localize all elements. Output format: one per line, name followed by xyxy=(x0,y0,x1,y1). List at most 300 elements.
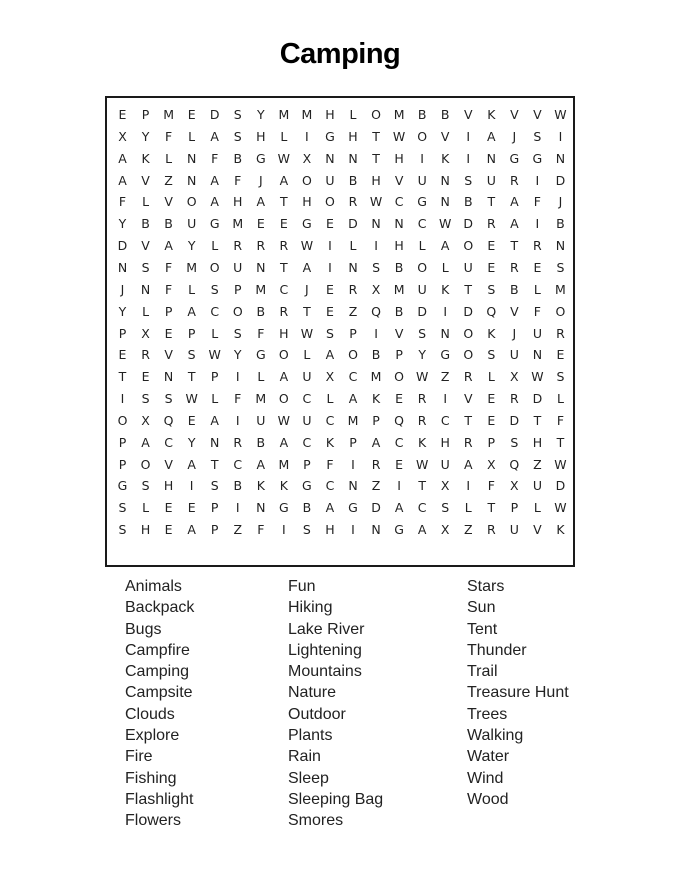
grid-letter: A xyxy=(118,150,127,166)
grid-letter: X xyxy=(487,456,496,472)
grid-letter: T xyxy=(372,128,380,144)
grid-row xyxy=(107,301,573,323)
grid-letter: R xyxy=(417,391,427,407)
grid-letter: D xyxy=(555,172,566,188)
grid-letter: O xyxy=(371,107,381,122)
grid-letter: U xyxy=(233,259,243,275)
grid-letter: A xyxy=(279,369,289,385)
grid-letter: G xyxy=(255,150,266,166)
grid-letter: O xyxy=(186,194,197,210)
grid-letter: J xyxy=(305,281,309,297)
grid-letter: A xyxy=(210,172,219,188)
grid-letter: V xyxy=(141,238,150,254)
grid-letter: A xyxy=(141,434,150,450)
grid-letter: F xyxy=(257,522,265,538)
grid-letter: G xyxy=(532,150,543,166)
grid-letter: Z xyxy=(348,303,358,319)
grid-letter: O xyxy=(117,412,128,428)
grid-letter: M xyxy=(255,281,267,297)
grid-letter: L xyxy=(188,281,196,297)
grid-letter: O xyxy=(417,128,428,144)
grid-letter: B xyxy=(556,216,565,232)
grid-letter: K xyxy=(256,478,265,494)
grid-letter: X xyxy=(302,150,312,166)
grid-letter: F xyxy=(257,325,265,341)
grid-letter: E xyxy=(487,259,496,275)
grid-letter: A xyxy=(187,456,196,472)
word-list-item: Campfire xyxy=(125,641,190,659)
grid-letter: A xyxy=(279,172,289,188)
grid-letter: S xyxy=(210,478,219,494)
grid-letter: J xyxy=(512,325,517,341)
grid-letter: L xyxy=(303,347,311,363)
grid-letter: P xyxy=(303,456,311,472)
word-list-item: Plants xyxy=(288,727,333,745)
grid-letter: C xyxy=(348,369,358,385)
grid-letter: M xyxy=(232,216,244,232)
grid-letter: P xyxy=(210,500,219,516)
grid-letter: D xyxy=(371,500,381,516)
grid-letter: L xyxy=(349,107,357,122)
grid-letter: I xyxy=(443,391,448,407)
grid-letter: Y xyxy=(118,216,127,232)
grid-letter: E xyxy=(164,500,173,516)
grid-letter: F xyxy=(533,303,541,319)
grid-letter: H xyxy=(440,434,450,450)
grid-letter: M xyxy=(278,456,290,472)
grid-letter: O xyxy=(555,303,566,319)
grid-letter: R xyxy=(486,216,496,232)
grid-letter: V xyxy=(164,194,173,210)
grid-letter: A xyxy=(256,194,266,210)
grid-letter: O xyxy=(463,347,474,363)
letter-grid xyxy=(105,96,575,567)
grid-letter: E xyxy=(556,347,565,363)
grid-letter: H xyxy=(233,194,243,210)
grid-letter: A xyxy=(487,128,496,144)
grid-letter: U xyxy=(532,478,542,494)
grid-letter: L xyxy=(165,150,173,166)
grid-letter: D xyxy=(555,478,566,494)
grid-letter: A xyxy=(394,500,404,516)
word-list-item: Hiking xyxy=(288,599,333,617)
grid-letter: O xyxy=(394,369,405,385)
grid-letter: F xyxy=(164,259,173,275)
grid-letter: K xyxy=(418,434,427,450)
grid-letter: Y xyxy=(233,347,242,363)
grid-letter: P xyxy=(349,434,357,450)
grid-letter: O xyxy=(140,456,151,472)
grid-letter: K xyxy=(279,478,288,494)
grid-letter: S xyxy=(533,128,542,144)
grid-letter: I xyxy=(189,478,194,494)
grid-letter: S xyxy=(210,281,219,297)
grid-letter: Y xyxy=(187,238,196,254)
grid-letter: H xyxy=(325,107,335,122)
word-list-item: Water xyxy=(467,748,510,766)
grid-letter: L xyxy=(418,238,426,254)
grid-letter: O xyxy=(348,347,358,363)
grid-letter: H xyxy=(140,522,151,538)
grid-letter: I xyxy=(282,522,286,538)
word-list-item: Outdoor xyxy=(288,705,346,723)
grid-letter: U xyxy=(486,172,496,188)
grid-letter: H xyxy=(371,172,381,188)
grid-letter: W xyxy=(415,456,429,472)
grid-letter: V xyxy=(510,107,519,122)
grid-letter: F xyxy=(326,456,334,472)
grid-letter: C xyxy=(417,500,427,516)
grid-letter: B xyxy=(233,150,243,166)
grid-letter: B xyxy=(463,194,473,210)
grid-letter: F xyxy=(164,128,173,144)
grid-letter: I xyxy=(535,172,540,188)
grid-letter: I xyxy=(535,216,540,232)
grid-letter: R xyxy=(279,238,289,254)
grid-letter: V xyxy=(164,456,173,472)
grid-letter: C xyxy=(233,456,243,472)
grid-letter: U xyxy=(440,456,450,472)
grid-letter: U xyxy=(417,281,427,297)
grid-letter: R xyxy=(348,194,358,210)
grid-letter: W xyxy=(300,238,314,254)
grid-letter: N xyxy=(371,216,381,232)
grid-letter: Y xyxy=(418,347,426,363)
grid-letter: Z xyxy=(164,172,173,188)
grid-letter: E xyxy=(187,412,196,428)
grid-letter: P xyxy=(487,434,496,450)
grid-letter: C xyxy=(417,216,427,232)
word-list-item: Sleeping Bag xyxy=(288,790,384,808)
grid-letter: W xyxy=(554,107,567,122)
grid-letter: D xyxy=(463,303,474,319)
word-list-item: Explore xyxy=(125,727,180,745)
grid-letter: N xyxy=(532,347,543,363)
grid-letter: R xyxy=(233,238,243,254)
grid-letter: L xyxy=(142,194,150,210)
grid-letter: Z xyxy=(233,522,243,538)
grid-letter: E xyxy=(279,216,288,232)
grid-letter: M xyxy=(301,107,313,122)
grid-letter: M xyxy=(370,369,382,385)
grid-row xyxy=(107,323,573,345)
grid-letter: U xyxy=(509,347,519,363)
grid-letter: O xyxy=(209,259,220,275)
grid-letter: X xyxy=(141,412,150,428)
grid-letter: S xyxy=(141,259,150,275)
grid-letter: Y xyxy=(187,434,196,450)
grid-letter: B xyxy=(233,478,243,494)
grid-letter: M xyxy=(347,412,359,428)
word-list-item: Trail xyxy=(467,663,498,681)
grid-letter: P xyxy=(187,325,196,341)
grid-row xyxy=(107,191,573,213)
grid-letter: V xyxy=(394,172,404,188)
grid-letter: D xyxy=(209,107,220,122)
grid-letter: P xyxy=(395,347,403,363)
grid-letter: S xyxy=(372,259,381,275)
grid-row xyxy=(107,410,573,432)
grid-letter: I xyxy=(235,500,240,516)
grid-letter: F xyxy=(211,150,219,166)
grid-letter: A xyxy=(510,216,519,232)
word-list-item: Flashlight xyxy=(125,790,194,808)
grid-letter: E xyxy=(325,216,334,232)
grid-letter: W xyxy=(439,216,452,232)
grid-letter: N xyxy=(140,281,151,297)
grid-letter: D xyxy=(509,412,520,428)
word-column-1 xyxy=(125,576,194,832)
grid-letter: R xyxy=(371,456,381,472)
grid-letter: B xyxy=(417,107,427,122)
grid-letter: S xyxy=(325,325,334,341)
grid-letter: O xyxy=(463,238,474,254)
word-list-item: Animals xyxy=(125,578,182,595)
grid-letter: P xyxy=(349,325,357,341)
grid-letter: W xyxy=(369,194,383,210)
grid-letter: R xyxy=(463,369,473,385)
grid-row xyxy=(107,148,573,170)
word-list-item: Backpack xyxy=(125,599,195,617)
grid-letter: A xyxy=(164,238,173,254)
grid-letter: M xyxy=(163,107,174,122)
word-list-item: Smores xyxy=(288,812,344,830)
grid-row xyxy=(107,235,573,257)
grid-letter: O xyxy=(232,303,243,319)
grid-letter: N xyxy=(186,172,197,188)
grid-letter: A xyxy=(210,412,219,428)
grid-letter: T xyxy=(280,194,288,210)
grid-letter: A xyxy=(118,172,127,188)
grid-letter: T xyxy=(372,150,380,166)
grid-letter: N xyxy=(440,172,450,188)
grid-letter: W xyxy=(277,150,291,166)
word-list xyxy=(125,576,625,846)
grid-letter: J xyxy=(512,128,517,144)
grid-letter: A xyxy=(279,434,289,450)
grid-row xyxy=(107,104,573,126)
grid-row xyxy=(107,279,573,301)
grid-letter: B xyxy=(256,303,266,319)
grid-letter: P xyxy=(118,456,127,472)
grid-letter: R xyxy=(348,281,358,297)
grid-letter: E xyxy=(141,369,150,385)
grid-letter: S xyxy=(118,522,127,538)
grid-letter: G xyxy=(394,522,404,538)
grid-letter: T xyxy=(118,369,127,385)
grid-letter: G xyxy=(325,128,335,144)
grid-letter: A xyxy=(325,347,335,363)
grid-letter: P xyxy=(164,303,173,319)
grid-letter: U xyxy=(509,522,519,538)
grid-letter: V xyxy=(164,347,173,363)
word-list-item: Clouds xyxy=(125,705,175,723)
grid-letter: L xyxy=(188,128,196,144)
grid-letter: B xyxy=(440,107,450,122)
grid-row xyxy=(107,432,573,454)
grid-letter: R xyxy=(510,172,519,188)
grid-letter: G xyxy=(440,347,451,363)
grid-letter: G xyxy=(348,500,358,516)
grid-letter: G xyxy=(302,216,312,232)
grid-letter: L xyxy=(211,391,219,407)
grid-letter: B xyxy=(141,216,150,232)
grid-letter: P xyxy=(118,325,127,341)
grid-letter: O xyxy=(325,194,335,210)
grid-row xyxy=(107,388,573,410)
grid-letter: E xyxy=(325,303,334,319)
grid-letter: H xyxy=(163,478,174,494)
grid-letter: R xyxy=(556,325,565,341)
grid-letter: I xyxy=(466,478,471,494)
grid-letter: A xyxy=(325,500,335,516)
grid-letter: M xyxy=(555,281,566,297)
grid-letter: I xyxy=(305,128,309,144)
grid-letter: H xyxy=(279,325,289,341)
grid-letter: B xyxy=(394,259,404,275)
word-list-item: Rain xyxy=(288,748,321,766)
grid-letter: V xyxy=(463,107,473,122)
word-list-item: Lake River xyxy=(288,620,365,638)
grid-letter: G xyxy=(209,216,220,232)
grid-row xyxy=(107,170,573,192)
grid-letter: M xyxy=(393,107,405,122)
grid-letter: N xyxy=(555,150,566,166)
grid-letter: K xyxy=(487,107,496,122)
grid-letter: C xyxy=(394,434,404,450)
grid-letter: P xyxy=(233,281,242,297)
grid-letter: B xyxy=(348,172,358,188)
grid-letter: T xyxy=(280,259,288,275)
grid-letter: R xyxy=(463,434,473,450)
grid-letter: N xyxy=(486,150,496,166)
grid-letter: S xyxy=(464,172,473,188)
grid-letter: P xyxy=(510,500,519,516)
grid-letter: S xyxy=(487,281,496,297)
grid-letter: K xyxy=(556,522,565,538)
grid-letter: C xyxy=(302,391,312,407)
grid-letter: H xyxy=(325,522,335,538)
grid-letter: L xyxy=(280,128,288,144)
grid-letter: S xyxy=(233,107,242,122)
grid-letter: W xyxy=(208,347,221,363)
word-list-item: Wood xyxy=(467,790,509,808)
grid-letter: I xyxy=(120,391,125,407)
grid-letter: S xyxy=(233,128,242,144)
grid-letter: T xyxy=(487,500,496,516)
grid-letter: P xyxy=(210,369,219,385)
word-list-item: Tent xyxy=(467,620,498,638)
grid-letter: S xyxy=(556,369,565,385)
grid-letter: N xyxy=(210,434,220,450)
grid-letter: W xyxy=(392,128,406,144)
grid-letter: E xyxy=(325,281,334,297)
grid-letter: R xyxy=(279,303,289,319)
grid-letter: N xyxy=(440,194,450,210)
grid-letter: A xyxy=(510,194,519,210)
grid-letter: X xyxy=(510,369,519,385)
word-list-item: Flowers xyxy=(125,812,182,830)
word-list-item: Nature xyxy=(288,684,337,702)
grid-letter: T xyxy=(303,303,311,319)
grid-letter: R xyxy=(510,391,519,407)
grid-letter: L xyxy=(142,303,150,319)
grid-letter: T xyxy=(510,238,519,254)
grid-row xyxy=(107,497,573,519)
grid-letter: I xyxy=(443,303,448,319)
grid-letter: F xyxy=(487,478,495,494)
grid-letter: S xyxy=(418,325,427,341)
grid-letter: F xyxy=(556,412,565,428)
grid-letter: S xyxy=(164,391,173,407)
grid-letter: O xyxy=(278,391,289,407)
grid-letter: X xyxy=(325,369,335,385)
grid-letter: N xyxy=(117,259,128,275)
grid-letter: N xyxy=(440,325,450,341)
grid-letter: Y xyxy=(256,107,265,122)
grid-letter: H xyxy=(532,434,543,450)
grid-letter: B xyxy=(394,303,404,319)
grid-letter: E xyxy=(533,259,542,275)
grid-letter: B xyxy=(256,434,266,450)
grid-letter: E xyxy=(256,216,265,232)
grid-letter: C xyxy=(394,194,404,210)
grid-letter: Y xyxy=(141,128,150,144)
grid-letter: N xyxy=(394,216,404,232)
grid-letter: R xyxy=(486,522,496,538)
word-list-item: Fishing xyxy=(125,769,177,787)
grid-letter: U xyxy=(463,259,473,275)
grid-row xyxy=(107,519,573,541)
grid-letter: N xyxy=(163,369,174,385)
grid-letter: R xyxy=(510,259,519,275)
grid-letter: V xyxy=(510,303,519,319)
grid-letter: K xyxy=(441,150,450,166)
grid-letter: G xyxy=(302,478,312,494)
grid-row xyxy=(107,126,573,148)
grid-letter: I xyxy=(466,128,471,144)
grid-letter: I xyxy=(328,259,332,275)
grid-letter: Q xyxy=(394,412,405,428)
grid-letter: C xyxy=(279,281,289,297)
grid-letter: A xyxy=(210,194,219,210)
grid-letter: P xyxy=(118,434,127,450)
grid-letter: T xyxy=(487,194,496,210)
grid-letter: U xyxy=(532,325,542,341)
grid-letter: X xyxy=(510,478,519,494)
grid-letter: L xyxy=(211,238,219,254)
grid-letter: E xyxy=(164,325,173,341)
grid-letter: Y xyxy=(118,303,127,319)
grid-letter: A xyxy=(348,391,358,407)
grid-letter: V xyxy=(440,128,450,144)
grid-letter: L xyxy=(326,391,334,407)
grid-letter: N xyxy=(348,478,358,494)
grid-letter: H xyxy=(302,194,312,210)
grid-letter: U xyxy=(302,369,312,385)
grid-letter: C xyxy=(325,478,335,494)
grid-letter: D xyxy=(348,216,358,232)
grid-letter: E xyxy=(187,107,196,122)
grid-letter: Q xyxy=(163,412,174,428)
grid-letter: X xyxy=(371,281,381,297)
grid-letter: R xyxy=(417,412,427,428)
grid-letter: L xyxy=(487,369,495,385)
grid-letter: S xyxy=(141,391,150,407)
grid-letter: N xyxy=(325,150,335,166)
grid-letter: I xyxy=(466,150,471,166)
grid-letter: R xyxy=(533,238,542,254)
